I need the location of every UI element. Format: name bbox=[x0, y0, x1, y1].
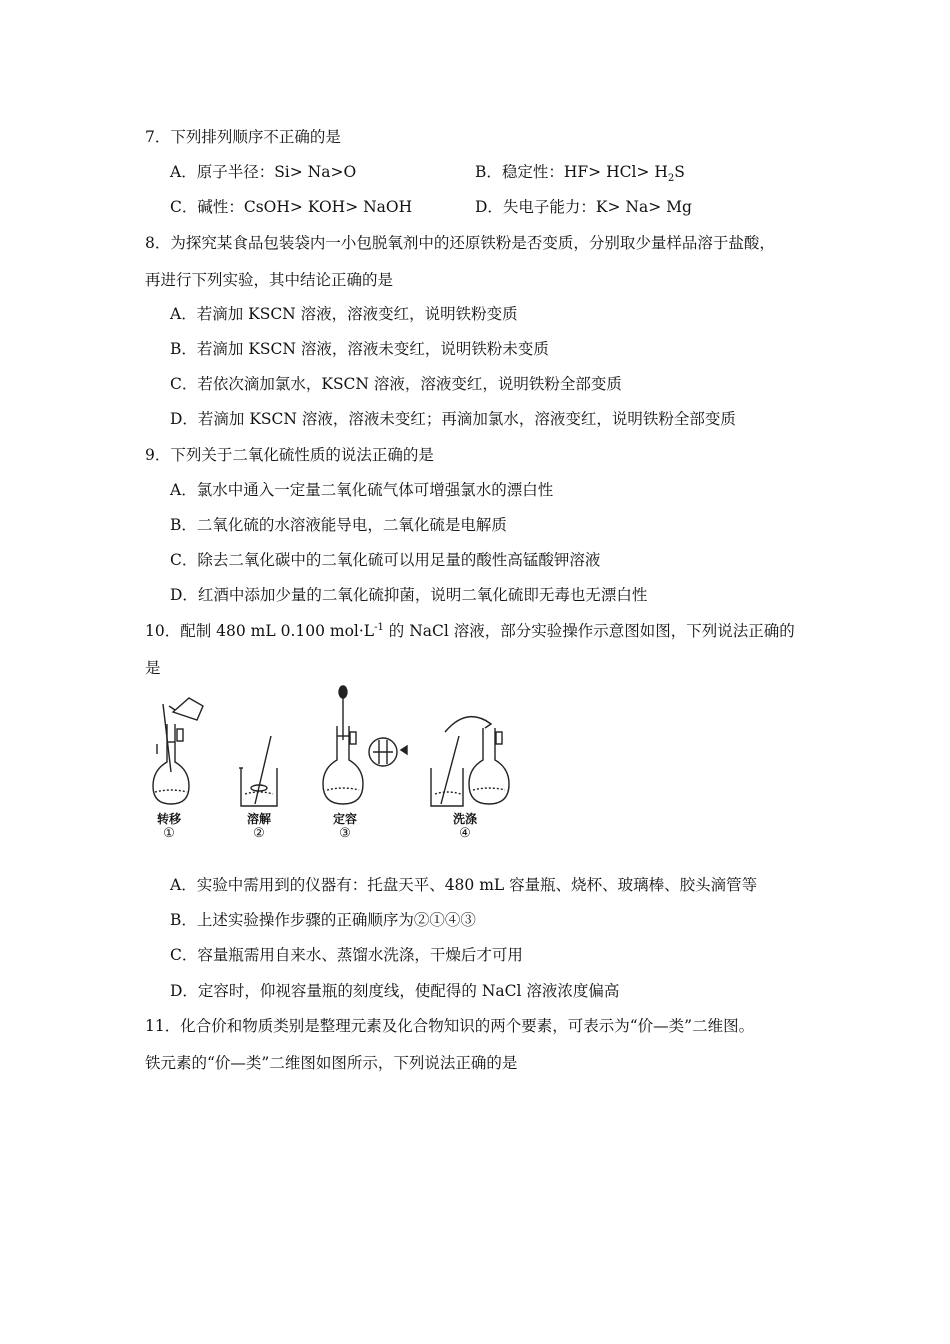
q11-stem-line2: 铁元素的“价—类”二维图如图所示，下列说法正确的是 bbox=[145, 1054, 518, 1072]
figure-number-4: ④ bbox=[459, 826, 471, 841]
transfer-apparatus bbox=[153, 698, 203, 804]
q7-option-b-subscript: 2 bbox=[667, 173, 675, 185]
q7-option-d: D．失电子能力：K> Na> Mg bbox=[475, 198, 692, 216]
q10-stem-tail: 的 NaCl 溶液，部分实验操作示意图如图，下列说法正确的 bbox=[383, 622, 795, 640]
q7-option-a: A．原子半径：Si> Na>O bbox=[170, 163, 357, 181]
q8-option-c: C．若依次滴加氯水，KSCN 溶液，溶液变红，说明铁粉全部变质 bbox=[170, 375, 622, 393]
fill-to-mark-apparatus bbox=[323, 686, 407, 804]
wash-apparatus bbox=[431, 717, 509, 806]
q10-option-d: D．定容时，仰视容量瓶的刻度线，使配得的 NaCl 溶液浓度偏高 bbox=[170, 982, 620, 1000]
q8-stem-line1: 8．为探究某食品包装袋内一小包脱氧剂中的还原铁粉是否变质，分别取少量样品溶于盐酸， bbox=[145, 234, 775, 252]
q9-option-b: B．二氧化硫的水溶液能导电，二氧化硫是电解质 bbox=[170, 516, 507, 534]
figure-number-2: ② bbox=[253, 826, 265, 841]
q8-option-a: A．若滴加 KSCN 溶液，溶液变红，说明铁粉变质 bbox=[170, 305, 518, 323]
q7-stem: 7．下列排列顺序不正确的是 bbox=[145, 128, 341, 146]
figure-label-dissolve: 溶解 bbox=[246, 812, 271, 826]
figure-label-transfer: 转移 bbox=[156, 812, 181, 826]
figure-number-3: ③ bbox=[339, 826, 351, 841]
q9-stem: 9．下列关于二氧化硫性质的说法正确的是 bbox=[145, 446, 434, 464]
q7-option-b bbox=[475, 162, 685, 185]
q8-stem-line2: 再进行下列实验，其中结论正确的是 bbox=[145, 271, 394, 289]
figure-number-1: ① bbox=[163, 826, 175, 841]
q9-option-a: A．氯水中通入一定量二氧化硫气体可增强氯水的漂白性 bbox=[170, 481, 554, 499]
q7-option-b-text: B．稳定性：HF> HCl> H bbox=[475, 163, 668, 181]
dissolve-apparatus bbox=[239, 736, 277, 806]
q10-option-c: C．容量瓶需用自来水、蒸馏水洗涤，干燥后才可用 bbox=[170, 946, 523, 964]
lab-procedure-figure bbox=[145, 684, 525, 844]
q7-option-c: C．碱性：CsOH> KOH> NaOH bbox=[170, 198, 413, 216]
q10-stem-superscript: -1 bbox=[374, 621, 384, 633]
q7-option-b-tail: S bbox=[674, 163, 685, 181]
q11-stem-line1: 11．化合价和物质类别是整理元素及化合物知识的两个要素，可表示为“价—类”二维图。 bbox=[145, 1017, 755, 1035]
figure-label-fill-to-mark: 定容 bbox=[332, 812, 357, 826]
lab-procedure-drawing bbox=[145, 684, 525, 824]
q10-stem-line1 bbox=[145, 621, 795, 641]
q8-option-d: D．若滴加 KSCN 溶液，溶液未变红；再滴加氯水，溶液变红，说明铁粉全部变质 bbox=[170, 410, 736, 428]
q10-option-a: A．实验中需用到的仪器有：托盘天平、480 mL 容量瓶、烧杯、玻璃棒、胶头滴管等 bbox=[170, 876, 758, 894]
q10-option-b: B．上述实验操作步骤的正确顺序为②①④③ bbox=[170, 911, 476, 929]
q10-stem-line2: 是 bbox=[145, 659, 161, 677]
q9-option-d: D．红酒中添加少量的二氧化硫抑菌，说明二氧化硫即无毒也无漂白性 bbox=[170, 586, 648, 604]
q9-option-c: C．除去二氧化碳中的二氧化硫可以用足量的酸性高锰酸钾溶液 bbox=[170, 551, 601, 569]
q10-stem-text: 10．配制 480 mL 0.100 mol·L bbox=[145, 622, 375, 640]
q8-option-b: B．若滴加 KSCN 溶液，溶液未变红，说明铁粉未变质 bbox=[170, 340, 549, 358]
figure-label-wash: 洗涤 bbox=[452, 812, 477, 826]
